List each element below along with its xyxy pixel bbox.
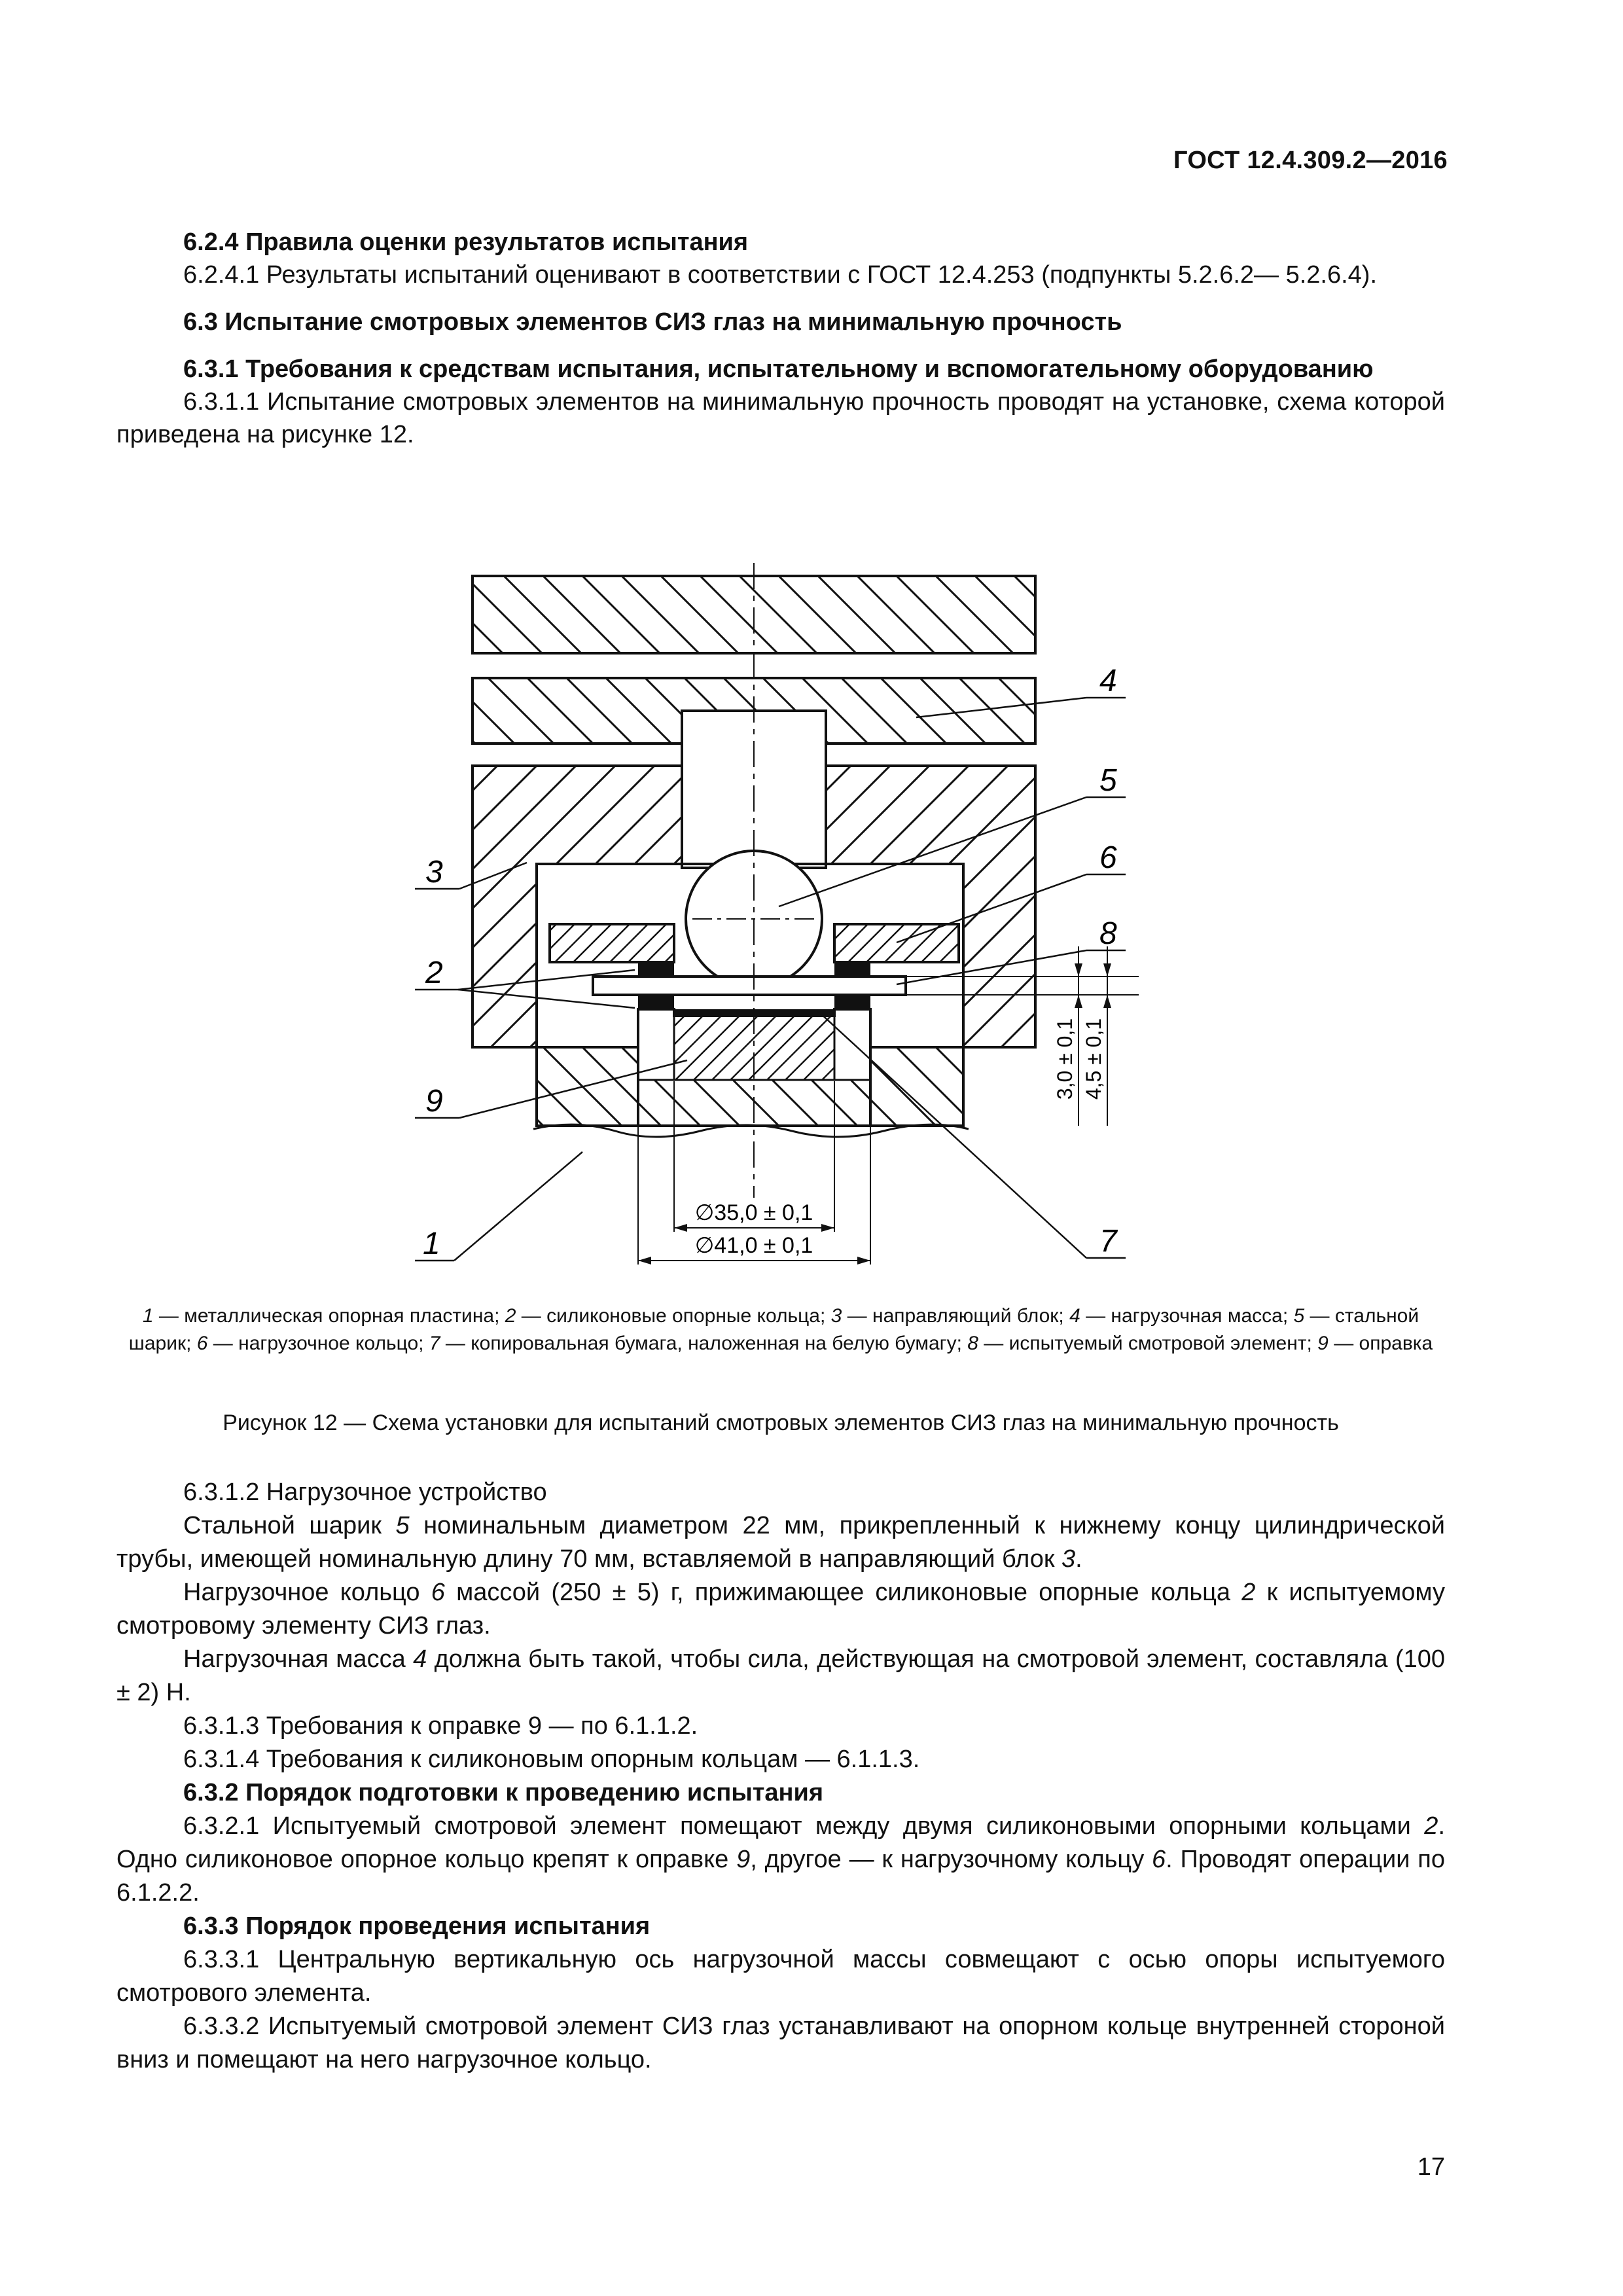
heading-6-3-2: 6.3.2 Порядок подготовки к проведению испытания: [183, 1779, 824, 1806]
load-ring-left: [550, 924, 674, 962]
legend-num: 3: [830, 1305, 842, 1327]
label-2: 2: [425, 956, 443, 990]
heading-6-3: 6.3 Испытание смотровых элементов СИЗ глаз на минимальную прочность: [183, 308, 1122, 336]
label-5: 5: [1099, 763, 1117, 798]
legend-num: 9: [1317, 1333, 1329, 1354]
legend-text: — стальной шарик;: [128, 1305, 1419, 1354]
silicone-ring-upper-right: [834, 962, 870, 977]
test-specimen: [593, 977, 906, 995]
base-plate-right: [870, 1047, 963, 1126]
para-6-2-4-1: 6.2.4.1 Результаты испытаний оценивают в соответствии с ГОСТ 12.4.253 (подпункты 5.2.6.2— 5.2.6.4).: [183, 261, 1377, 289]
dim-height-2: 4,5 ± 0,1: [1082, 1018, 1105, 1100]
legend-num: 5: [1293, 1305, 1305, 1327]
figure-12: [399, 550, 1198, 1283]
para-6-3-2-1: 6.3.2.1 Испытуемый смотровой элемент помещают между двумя силиконовыми опорными кольцами 2. Одно силиконовое опорное кольцо крепят к оправке 9, другое — к нагрузочному кольцу 6. Проводят операции по 6.1.2.2.: [116, 1812, 1445, 1907]
legend-num: 7: [429, 1333, 440, 1354]
legend-num: 4: [1069, 1305, 1080, 1327]
para-steel-ball: Стальной шарик 5 номинальным диаметром 22 мм, прикрепленный к нижнему концу цилиндрической трубы, имеющей номинальную длину 70 мм, вставляемой в направляющий блок 3.: [116, 1512, 1446, 1573]
legend-text: — металлическая опорная пластина;: [153, 1305, 505, 1327]
label-4: 4: [1099, 664, 1117, 698]
body-top: [116, 226, 1445, 451]
legend-text: — испытуемый смотровой элемент;: [978, 1333, 1318, 1354]
legend-text: — оправка: [1328, 1333, 1433, 1354]
dim-height-1: 3,0 ± 0,1: [1053, 1018, 1077, 1100]
test-setup-diagram: [399, 550, 1198, 1283]
base-plate: [537, 1047, 638, 1126]
legend-num: 8: [967, 1333, 978, 1354]
figure-caption: Рисунок 12 — Схема установки для испытаний смотровых элементов СИЗ глаз на минимальную прочность: [223, 1410, 1339, 1435]
legend-num: 6: [196, 1333, 208, 1354]
legend-text: — копировальная бумага, наложенная на белую бумагу;: [440, 1333, 968, 1354]
legend-text: — нагрузочное кольцо;: [207, 1333, 429, 1354]
label-1: 1: [423, 1227, 440, 1261]
para-6-3-3-2: 6.3.3.2 Испытуемый смотровой элемент СИЗ глаз устанавливают на опорном кольце внутренней стороной вниз и помещают на него нагрузочное кольцо.: [116, 2013, 1445, 2073]
silicone-ring-upper-left: [638, 962, 674, 977]
label-9: 9: [425, 1084, 443, 1119]
label-7: 7: [1099, 1224, 1117, 1259]
dim-inner-diameter: ∅35,0 ± 0,1: [694, 1200, 813, 1225]
legend-num: 1: [142, 1305, 154, 1327]
legend-text: — направляющий блок;: [842, 1305, 1070, 1327]
para-load-mass: Нагрузочная масса 4 должна быть такой, чтобы сила, действующая на смотровой элемент, составляла (100 ± 2) Н.: [116, 1645, 1445, 1706]
body-bottom: [116, 1476, 1445, 2077]
heading-6-2-4: 6.2.4 Правила оценки результатов испытания: [183, 228, 749, 256]
silicone-ring-lower-right: [834, 995, 870, 1009]
para-6-3-1-3: 6.3.1.3 Требования к оправке 9 — по 6.1.1.2.: [183, 1712, 698, 1740]
legend-text: — нагрузочная масса;: [1080, 1305, 1294, 1327]
standard-number: ГОСТ 12.4.309.2—2016: [1173, 147, 1448, 174]
figure-legend: [116, 1302, 1445, 1357]
label-3: 3: [425, 855, 443, 889]
para-6-3-1-4: 6.3.1.4 Требования к силиконовым опорным кольцам — 6.1.1.3.: [183, 1746, 920, 1773]
dim-outer-diameter: ∅41,0 ± 0,1: [694, 1233, 813, 1258]
silicone-ring-lower-left: [638, 995, 674, 1009]
load-ring-right: [834, 924, 959, 962]
para-6-3-1-1: 6.3.1.1 Испытание смотровых элементов на минимальную прочность проводят на установке, схема которой приведена на рисунке 12.: [116, 388, 1445, 448]
heading-6-3-1: 6.3.1 Требования к средствам испытания, испытательному и вспомогательному оборудованию: [183, 355, 1374, 383]
para-6-3-3-1: 6.3.3.1 Центральную вертикальную ось нагрузочной массы совмещают с осью опоры испытуемого смотрового элемента.: [116, 1946, 1445, 2007]
legend-text: — силиконовые опорные кольца;: [516, 1305, 831, 1327]
para-load-ring: Нагрузочное кольцо 6 массой (250 ± 5) г, прижимающее силиконовые опорные кольца 2 к испытуемому смотровому элементу СИЗ глаз.: [116, 1579, 1445, 1640]
para-6-3-1-2: 6.3.1.2 Нагрузочное устройство: [183, 1479, 547, 1506]
label-8: 8: [1099, 916, 1117, 951]
heading-6-3-3: 6.3.3 Порядок проведения испытания: [183, 1912, 651, 1940]
label-6: 6: [1099, 840, 1117, 875]
page-number: 17: [1417, 2153, 1445, 2181]
legend-num: 2: [505, 1305, 516, 1327]
